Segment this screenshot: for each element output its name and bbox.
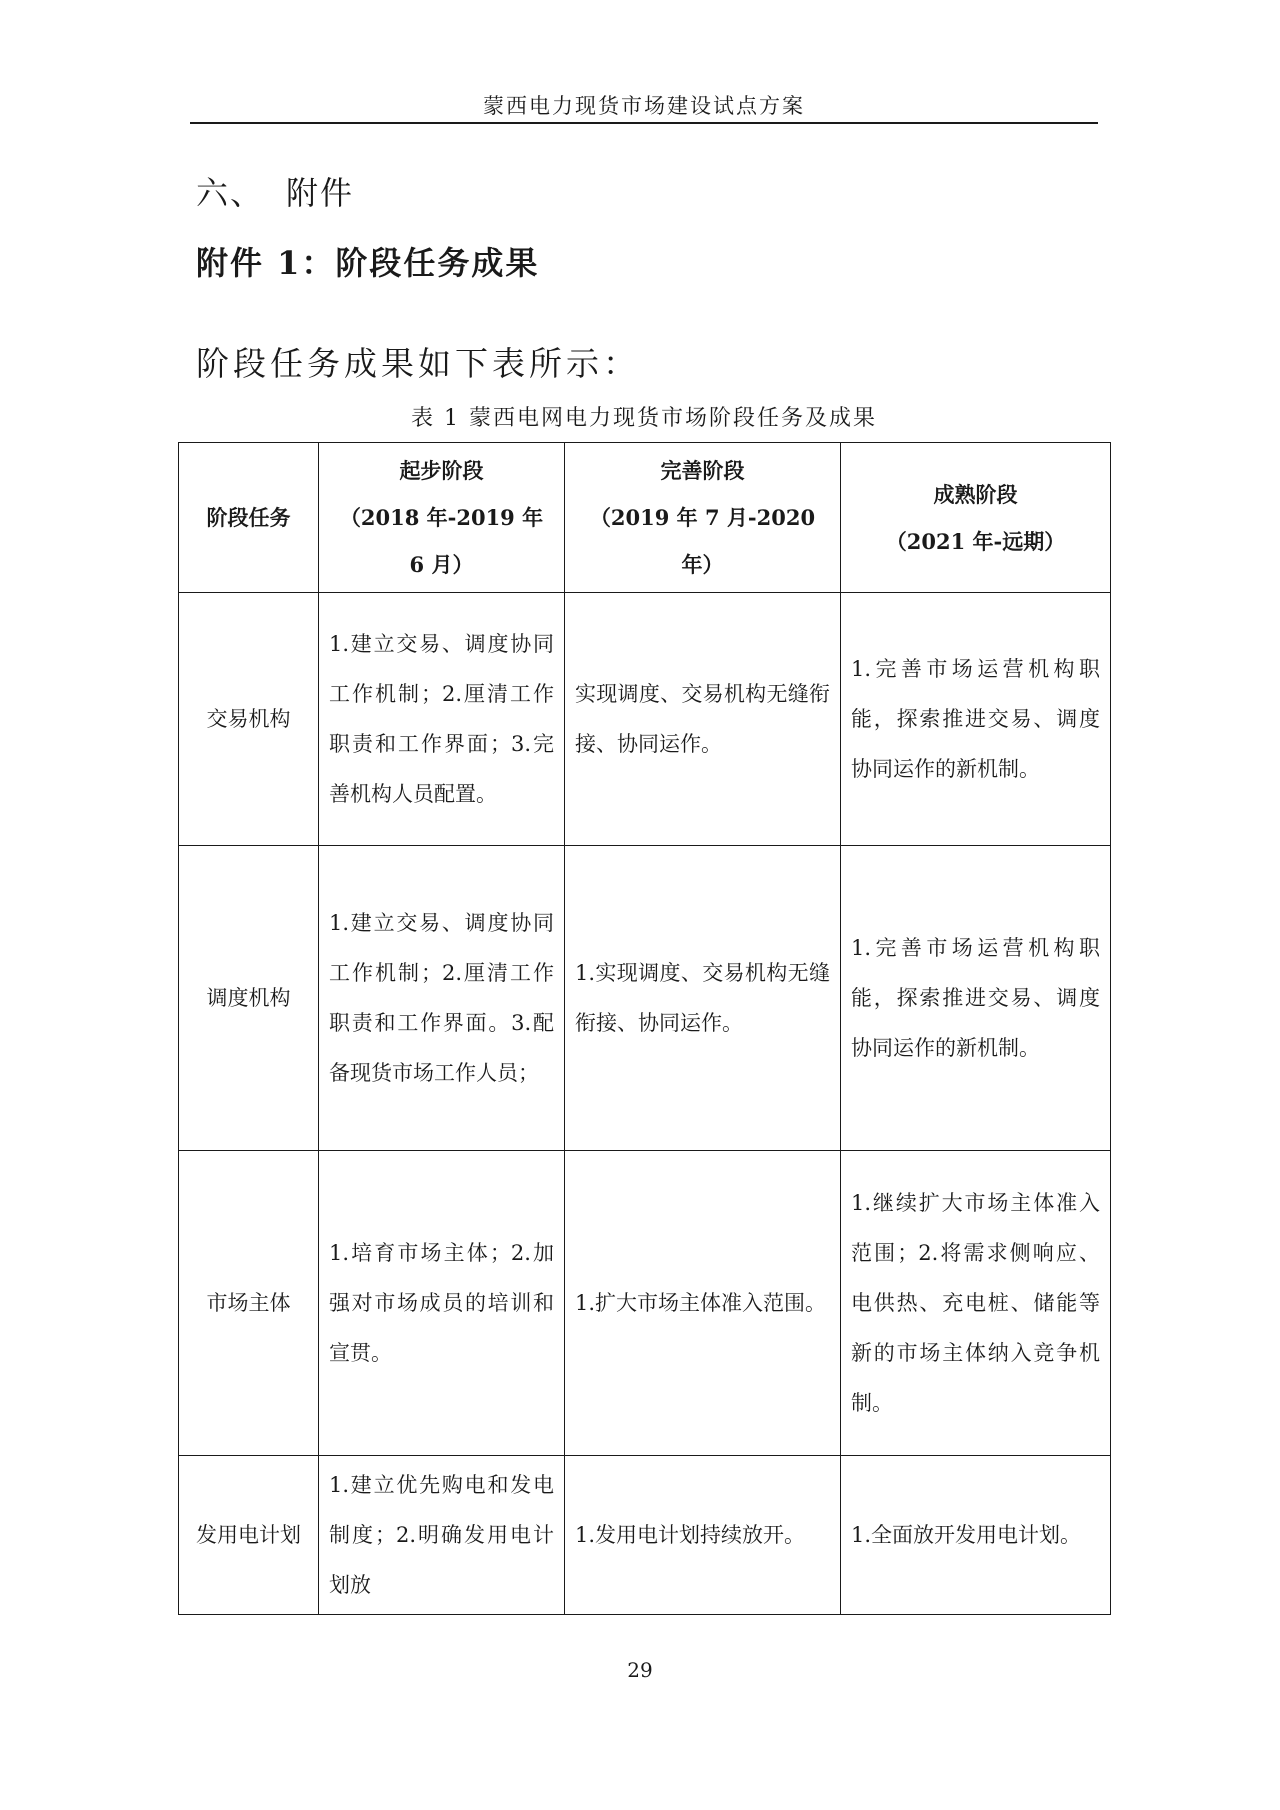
stage-2-name: 完善阶段 <box>660 458 745 483</box>
intro-paragraph: 阶段任务成果如下表所示： <box>196 344 640 383</box>
stage-task-table <box>178 442 1111 1615</box>
stage-1-period: （2018 年-2019 年 6 月） <box>339 505 544 577</box>
running-header: 蒙西电力现货市场建设试点方案 <box>483 94 805 118</box>
section-number: 六、 <box>196 174 265 212</box>
stage-2-period: （2019 年 7 月-2020 年） <box>589 505 816 577</box>
attachment-heading: 附件 1：阶段任务成果 <box>196 244 540 282</box>
row-stage-2: 1.发用电计划持续放开。 <box>565 1456 841 1615</box>
row-stage-1: 1.建立优先购电和发电制度；2.明确发用电计划放 <box>319 1456 565 1615</box>
page-number: 29 <box>627 1658 653 1682</box>
row-stage-2: 1.实现调度、交易机构无缝衔接、协同运作。 <box>565 846 841 1151</box>
row-task: 交易机构 <box>179 593 319 846</box>
table-row <box>179 846 1111 1151</box>
table-header-row <box>179 443 1111 593</box>
table-row <box>179 1456 1111 1615</box>
row-task: 发用电计划 <box>179 1456 319 1615</box>
header-task: 阶段任务 <box>179 443 319 593</box>
row-task: 市场主体 <box>179 1151 319 1456</box>
header-stage-3 <box>841 443 1111 593</box>
stage-3-name: 成熟阶段 <box>933 481 1018 507</box>
row-stage-2: 实现调度、交易机构无缝衔接、协同运作。 <box>565 593 841 846</box>
table-caption: 表 1 蒙西电网电力现货市场阶段任务及成果 <box>411 406 877 431</box>
row-stage-2: 1.扩大市场主体准入范围。 <box>565 1151 841 1456</box>
table-row <box>179 593 1111 846</box>
header-stage-1 <box>319 443 565 593</box>
row-task: 调度机构 <box>179 846 319 1151</box>
row-stage-1: 1.建立交易、调度协同工作机制；2.厘清工作职责和工作界面；3.完善机构人员配置。 <box>319 593 565 846</box>
row-stage-1: 1.建立交易、调度协同工作机制；2.厘清工作职责和工作界面。3.配备现货市场工作人员； <box>319 846 565 1151</box>
section-title: 附件 <box>286 174 355 212</box>
table-row <box>179 1151 1111 1456</box>
row-stage-3: 1.全面放开发用电计划。 <box>841 1456 1111 1615</box>
section-heading <box>196 168 354 214</box>
stage-1-name: 起步阶段 <box>399 458 484 483</box>
stage-3-period: （2021 年-远期） <box>885 528 1066 554</box>
row-stage-1: 1.培育市场主体；2.加强对市场成员的培训和宣贯。 <box>319 1151 565 1456</box>
row-stage-3: 1.继续扩大市场主体准入范围；2.将需求侧响应、电供热、充电桩、储能等新的市场主体纳入竞争机制。 <box>841 1151 1111 1456</box>
header-rule <box>190 122 1098 124</box>
header-stage-2 <box>565 443 841 593</box>
row-stage-3: 1.完善市场运营机构职能，探索推进交易、调度协同运作的新机制。 <box>841 593 1111 846</box>
row-stage-3: 1.完善市场运营机构职能，探索推进交易、调度协同运作的新机制。 <box>841 846 1111 1151</box>
